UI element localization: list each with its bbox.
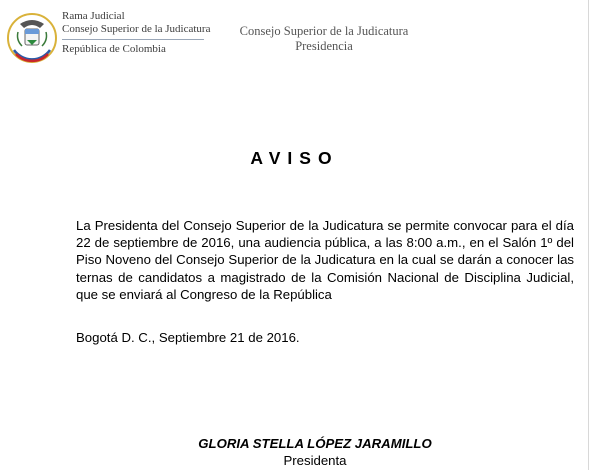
notice-body: La Presidenta del Consejo Superior de la Judicatura se permite convocar para el día 22 de septiembre de 2016, una audiencia pública, a las 8:00 a.m., en el Salón 1º del Piso Noveno del Consejo Superior de la Judicatura en la cual se darán a conocer las ternas de candidatos a magistrado de la Comisión Nacional de Disciplina Judicial, que se enviará al Congreso de la República — [76, 218, 574, 302]
letterhead-line-1: Rama Judicial — [62, 10, 125, 22]
letterhead-line-3: República de Colombia — [62, 43, 166, 55]
header-title: Consejo Superior de la Judicatura — [239, 24, 409, 38]
signature-name: GLORIA STELLA LÓPEZ JARAMILLO — [198, 436, 432, 451]
letterhead-divider — [62, 39, 204, 40]
letterhead-line-2: Consejo Superior de la Judicatura — [62, 23, 211, 35]
header-subtitle: Presidencia — [295, 39, 353, 53]
notice-date: Bogotá D. C., Septiembre 21 de 2016. — [76, 330, 300, 345]
signature-role: Presidenta — [283, 453, 347, 468]
letterhead — [62, 10, 210, 56]
coat-of-arms-icon — [6, 12, 58, 64]
notice-heading: AVISO — [250, 148, 339, 168]
header-block — [214, 24, 434, 54]
